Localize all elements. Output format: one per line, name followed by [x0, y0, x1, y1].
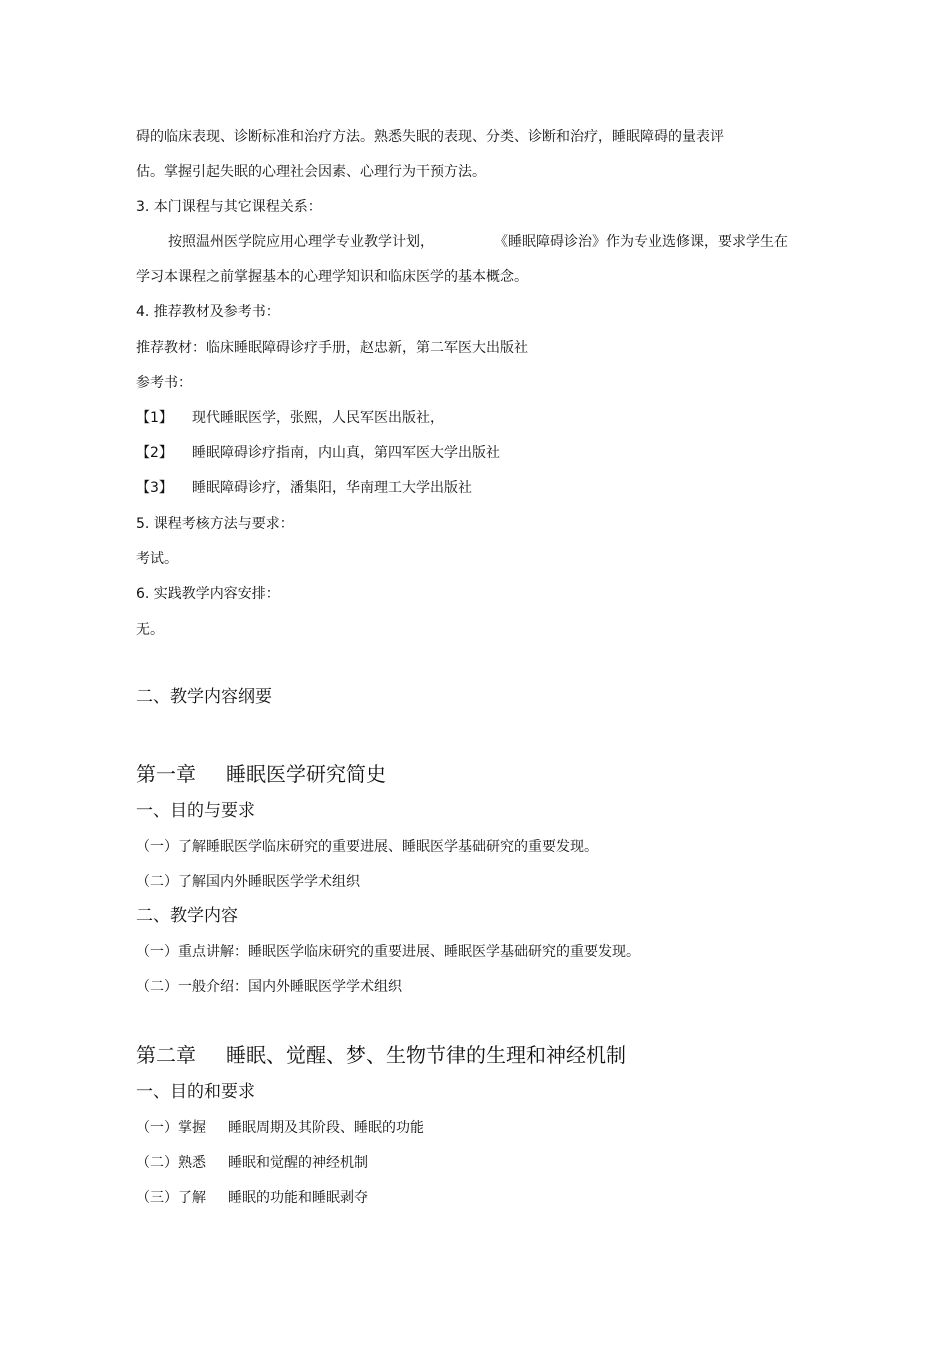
subsection-title: 二、教学内容	[136, 906, 238, 926]
reference-number: 【2】	[136, 445, 173, 461]
subsection-title: 一、目的和要求	[136, 1082, 255, 1102]
list-label: （一）掌握	[136, 1120, 206, 1136]
text-line: 估。掌握引起失眠的心理社会因素、心理行为干预方法。	[136, 164, 486, 180]
reference-text: 睡眠障碍诊疗，潘集阳，华南理工大学出版社	[192, 480, 472, 496]
text-line: 考试。	[136, 551, 178, 567]
paragraph-part: 按照温州医学院应用心理学专业教学计划，	[168, 234, 434, 250]
text-line: 参考书：	[136, 375, 192, 391]
reference-item	[136, 479, 472, 497]
chapter-title	[136, 761, 386, 787]
list-item	[136, 1154, 368, 1172]
numbered-heading: 4. 推荐教材及参考书：	[136, 304, 280, 320]
numbered-heading: 3. 本门课程与其它课程关系：	[136, 199, 322, 215]
list-text: 睡眠和觉醒的神经机制	[228, 1155, 368, 1171]
text-line: 推荐教材：临床睡眠障碍诊疗手册，赵忠新，第二军医大出版社	[136, 340, 528, 356]
list-text: 睡眠的功能和睡眠剥夺	[228, 1190, 368, 1206]
chapter-title	[136, 1042, 626, 1068]
list-item	[136, 1119, 424, 1137]
list-text: 睡眠周期及其阶段、睡眠的功能	[228, 1120, 424, 1136]
text-line: 无。	[136, 622, 164, 638]
list-item: （一）了解睡眠医学临床研究的重要进展、睡眠医学基础研究的重要发现。	[136, 839, 598, 855]
list-item: （一）重点讲解：睡眠医学临床研究的重要进展、睡眠医学基础研究的重要发现。	[136, 944, 640, 960]
reference-number: 【1】	[136, 410, 173, 426]
list-item: （二）一般介绍：国内外睡眠医学学术组织	[136, 979, 402, 995]
reference-number: 【3】	[136, 480, 173, 496]
subsection-title: 一、目的与要求	[136, 801, 255, 821]
list-item: （二）了解国内外睡眠医学学术组织	[136, 874, 360, 890]
numbered-heading: 5. 课程考核方法与要求：	[136, 516, 294, 532]
chapter-number: 第一章	[136, 762, 196, 786]
paragraph-line	[168, 233, 788, 251]
section-title: 二、教学内容纲要	[136, 687, 272, 707]
reference-item	[136, 409, 444, 427]
list-label: （三）了解	[136, 1190, 206, 1206]
reference-item	[136, 444, 500, 462]
text-line: 碍的临床表现、诊断标准和治疗方法。熟悉失眠的表现、分类、诊断和治疗，睡眠障碍的量表评	[136, 129, 724, 145]
paragraph-part: 《睡眠障碍诊治》作为专业选修课，要求学生在	[494, 234, 788, 250]
list-label: （二）熟悉	[136, 1155, 206, 1171]
chapter-number: 第二章	[136, 1043, 196, 1067]
chapter-name: 睡眠医学研究简史	[226, 762, 386, 786]
numbered-heading: 6. 实践教学内容安排：	[136, 586, 280, 602]
chapter-name: 睡眠、觉醒、梦、生物节律的生理和神经机制	[226, 1043, 626, 1067]
list-item	[136, 1189, 368, 1207]
reference-text: 现代睡眠医学，张熙，人民军医出版社，	[192, 410, 444, 426]
reference-text: 睡眠障碍诊疗指南，内山真，第四军医大学出版社	[192, 445, 500, 461]
text-line: 学习本课程之前掌握基本的心理学知识和临床医学的基本概念。	[136, 269, 528, 285]
